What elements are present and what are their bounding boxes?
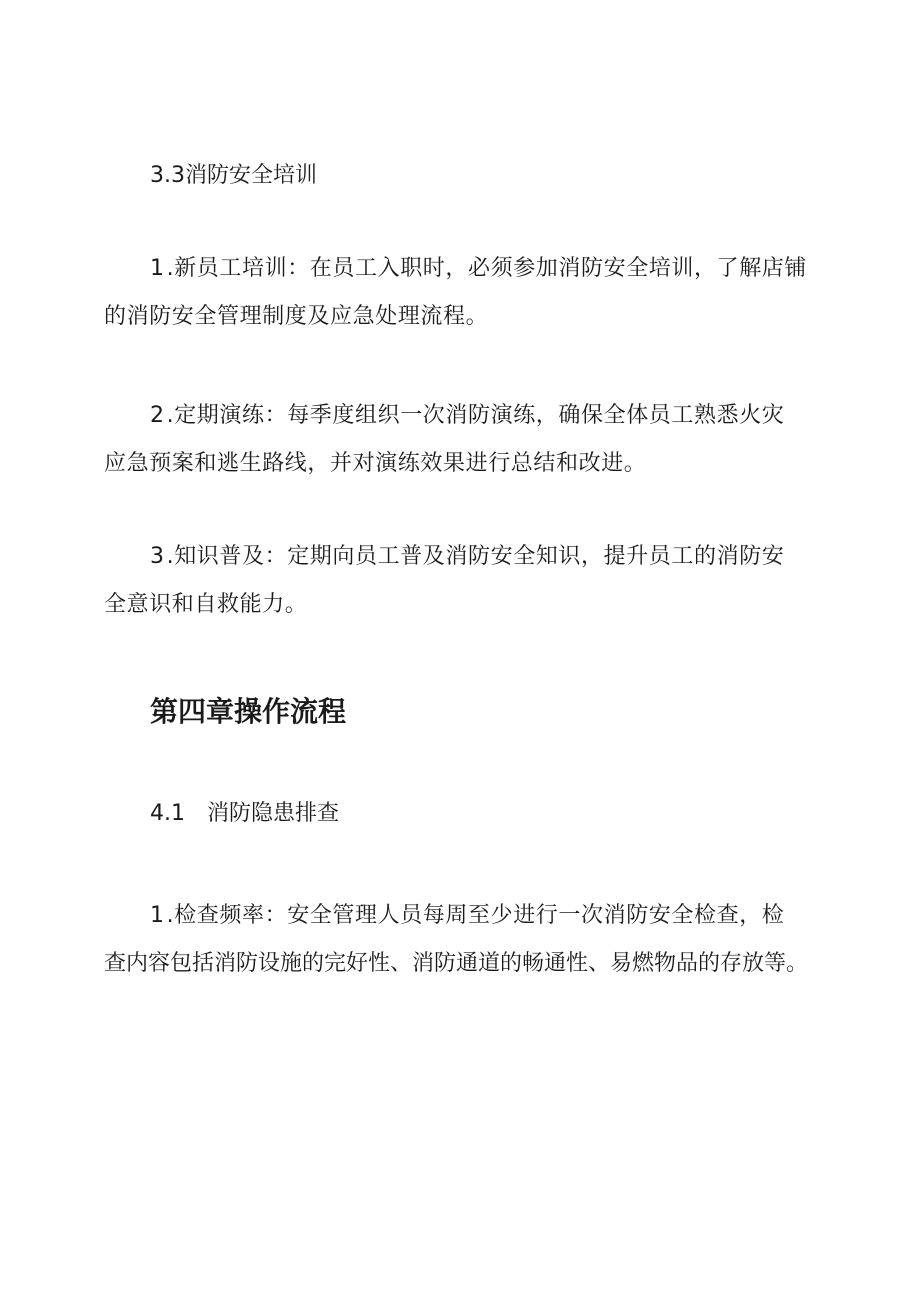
item-number: 2	[150, 403, 165, 428]
item-number: 1	[150, 256, 165, 281]
item-text: .定期演练：每季度组织一次消防演练，确保全体员工熟悉火灾	[166, 403, 785, 428]
item-line-1	[104, 245, 820, 293]
section-3-3-heading: 3.3消防安全培训	[150, 163, 317, 188]
item-line-2: 的消防安全管理制度及应急处理流程。	[104, 304, 489, 329]
chapter-4-title: 第四章操作流程	[150, 695, 347, 728]
section-3-3-item-3	[104, 533, 820, 629]
item-line-1	[104, 892, 820, 940]
item-text: .新员工培训：在员工入职时，必须参加消防安全培训，了解店铺	[166, 256, 808, 281]
item-line-2: 应急预案和逃生路线，并对演练效果进行总结和改进。	[104, 451, 647, 476]
item-line-2: 全意识和自救能力。	[104, 592, 308, 617]
item-number: 1	[150, 903, 165, 928]
item-line-1	[104, 533, 820, 581]
section-3-3-item-2	[104, 392, 820, 488]
item-number: 3	[150, 544, 165, 569]
item-text: .知识普及：定期向员工普及消防安全知识，提升员工的消防安	[166, 544, 785, 569]
section-3-3-item-1	[104, 245, 820, 341]
section-4-1-heading: 4.1 消防隐患排查	[150, 801, 339, 826]
section-4-1-item-1	[104, 892, 820, 988]
item-line-1	[104, 392, 820, 440]
item-text: .检查频率：安全管理人员每周至少进行一次消防安全检查，检	[166, 903, 785, 928]
item-line-2: 查内容包括消防设施的完好性、消防通道的畅通性、易燃物品的存放等。	[104, 951, 809, 976]
